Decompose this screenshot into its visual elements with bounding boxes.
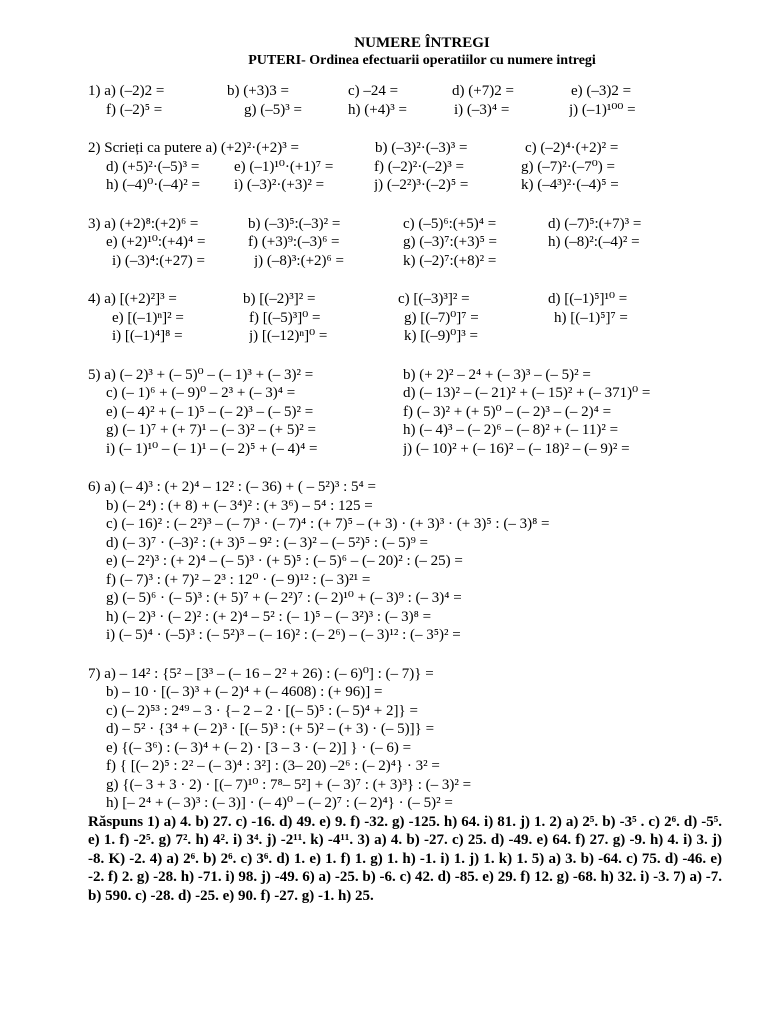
exercise-2a: 2) Scrieți ca putere a) (+2)²·(+2)³ = — [88, 140, 299, 156]
exercise-1f: f) (–2)⁵ = — [106, 101, 163, 118]
exercise-3-row-2 — [88, 233, 716, 252]
exercise-7b: b) – 10 · [(– 3)³ + (– 2)⁴ + (– 4608) : (+ 96)] = — [106, 684, 383, 700]
exercise-7 — [88, 665, 716, 813]
exercise-2-row-2 — [88, 158, 716, 177]
exercise-6 — [88, 478, 716, 645]
exercise-3d: d) (–7)⁵:(+7)³ = — [548, 215, 642, 232]
exercise-4d: d) [(–1)⁵]¹⁰ = — [548, 291, 628, 307]
exercise-2d: d) (+5)²·(–5)³ = — [106, 158, 200, 175]
exercise-4 — [88, 290, 716, 346]
exercise-4i: i) [(–1)⁴]⁸ = — [112, 328, 183, 344]
exercise-5-row-4 — [88, 421, 716, 440]
exercise-5a: 5) a) (– 2)³ + (– 5)⁰ – (– 1)³ + (– 3)² = — [88, 366, 314, 383]
exercise-3h: h) (–8)²:(–4)² = — [548, 234, 640, 250]
exercise-3k: k) (–2)⁷:(+8)² = — [403, 252, 497, 269]
exercise-7g: g) {(– 3 + 3 · 2) · [(– 7)¹⁰ : 7⁸– 5²] + (– 3)⁷ : (+ 3)³} : (– 3)² = — [106, 776, 472, 793]
exercise-7a: 7) a) – 14² : {5² – [3³ – (– 16 – 2² + 26) : (– 6)⁰] : (– 7)} = — [88, 665, 434, 682]
exercise-4h: h) [(–1)⁵]⁷ = — [554, 309, 628, 326]
exercise-1-row-1 — [88, 82, 716, 101]
exercise-3j: j) (–8)³:(+2)⁶ = — [254, 252, 344, 269]
exercise-6e: e) (– 2²)³ : (+ 2)⁴ – (– 5)³ · (+ 5)⁵ : (– 5)⁶ – (– 20)² : (– 25) = — [106, 553, 463, 569]
exercise-6b: b) (– 2⁴) : (+ 8) + (– 3⁴)² : (+ 3⁶) – 5⁴ : 125 = — [106, 497, 373, 514]
exercise-2c: c) (–2)⁴·(+2)² = — [525, 140, 619, 156]
exercise-5h: h) (– 4)³ – (– 2)⁶ – (– 8)² + (– 11)² = — [403, 422, 619, 438]
exercise-4c: c) [(–3)³]² = — [398, 291, 470, 307]
exercise-1-row-2 — [88, 101, 716, 120]
exercise-4-row-3 — [88, 327, 716, 346]
exercise-2h: h) (–4)⁰·(–4)² = — [106, 177, 200, 193]
exercise-5-row-3 — [88, 403, 716, 422]
exercise-5-row-2 — [88, 384, 716, 403]
answer-key-label: Răspuns — [88, 813, 144, 830]
exercise-2k: k) (–4³)²·(–4)⁵ = — [521, 177, 619, 193]
exercise-6f: f) (– 7)³ : (+ 7)² – 2³ : 12⁰ · (– 9)¹² : (– 3)²¹ = — [106, 571, 371, 588]
page-title: NUMERE ÎNTREGI — [354, 35, 490, 51]
exercise-7h: h) [– 2⁴ + (– 3)³ : (– 3)] · (– 4)⁰ – (– 2)⁷ : (– 2)⁴} · (– 5)² = — [106, 795, 453, 811]
exercise-2e: e) (–1)¹⁰·(+1)⁷ = — [234, 158, 334, 175]
exercise-1h: h) (+4)³ = — [348, 101, 407, 118]
exercise-1e: e) (–3)2 = — [571, 83, 632, 99]
exercise-7e: e) {(– 3⁶) : (– 3)⁴ + (– 2) · [3 – 3 · (– 2)] } · (– 6) = — [106, 739, 412, 756]
exercise-4-row-1 — [88, 290, 716, 309]
exercise-6d: d) (– 3)⁷ · (–3)² : (+ 3)⁵ – 9² : (– 3)² – (– 5²)⁵ : (– 5)⁹ = — [106, 534, 429, 551]
exercise-2i: i) (–3)²·(+3)² = — [234, 177, 325, 193]
answer-key-text: 1) a) 4. b) 27. c) -16. d) 49. e) 9. f) -32. g) -125. h) 64. i) 81. j) 1. 2) a) 2⁵. b) -3⁵ . c) 2⁶. d) -5⁵. e) 1. f) -2⁵. g) 7². h) 4². i) 3⁴. j) -2¹¹. k) -4¹¹. 3) a) 4. b) -27. c) 25. d) -49. e) 64. f) 27. g) -9. h) 4. i) 3. j) -8. K) -2. 4) a) 2⁶. b) 2⁶. c) 3⁶. d) 1. e) 1. f) 1. g) 1. h) -1. i) 1. j) 1. k) 1. 5) a) 3. b) -64. c) 75. d) -46. e) -2. f) 2. g) -28. h) -71. i) 98. j) -49. 6) a) -25. b) -6. c) 42. d) -85. e) 29. f) 12. g) -68. h) 32. i) -3. 7) a) -7. b) 590. c) -28. d) -25. e) 90. f) -27. g) -1. h) 25. — [88, 813, 723, 904]
exercise-5f: f) (– 3)² + (+ 5)⁰ – (– 2)³ – (– 2)⁴ = — [403, 403, 612, 420]
exercise-1 — [88, 82, 716, 119]
exercise-6i: i) (– 5)⁴ · (–5)³ : (– 5²)³ – (– 16)² : (– 2⁶) – (– 3)¹² : (– 3⁵)² = — [106, 627, 461, 643]
exercise-3 — [88, 215, 716, 271]
exercise-4j: j) [(–12)ⁿ]⁰ = — [249, 328, 328, 344]
exercise-5-row-5 — [88, 440, 716, 459]
exercise-1d: d) (+7)2 = — [452, 83, 514, 99]
exercise-1j: j) (–1)¹⁰⁰ = — [569, 101, 636, 118]
exercise-5c: c) (– 1)⁶ + (– 9)⁰ – 2³ + (– 3)⁴ = — [106, 385, 296, 401]
exercise-3c: c) (–5)⁶:(+5)⁴ = — [403, 215, 497, 232]
exercise-5j: j) (– 10)² + (– 16)² – (– 18)² – (– 9)² = — [403, 440, 630, 457]
exercise-1b: b) (+3)3 = — [227, 83, 289, 99]
exercise-5i: i) (– 1)¹⁰ – (– 1)¹ – (– 2)⁵ + (– 4)⁴ = — [106, 440, 318, 457]
exercise-1c: c) –24 = — [348, 83, 399, 99]
exercise-4g: g) [(–7)⁰]⁷ = — [404, 309, 479, 326]
exercise-7c: c) (– 2)⁵³ : 2⁴⁹ – 3 · {– 2 – 2 · [(– 5)⁵ : (– 5)⁴ + 2]} = — [106, 702, 418, 719]
exercise-5-row-1 — [88, 366, 716, 385]
page-subtitle: PUTERI- Ordinea efectuarii operatiilor cu numere intregi — [248, 53, 596, 68]
exercise-2b: b) (–3)²·(–3)³ = — [375, 140, 468, 156]
exercise-2 — [88, 139, 716, 195]
exercise-1g: g) (–5)³ = — [244, 101, 302, 118]
exercise-4a: 4) a) [(+2)²]³ = — [88, 291, 177, 307]
exercise-3-row-3 — [88, 252, 716, 271]
exercise-4e: e) [(–1)ⁿ]² = — [112, 309, 184, 326]
exercise-1a: 1) a) (–2)2 = — [88, 83, 165, 99]
exercise-2-row-3 — [88, 176, 716, 195]
exercise-6h: h) (– 2)³ · (– 2)² : (+ 2)⁴ – 5² : (– 1)⁵ – (– 3²)³ : (– 3)⁸ = — [106, 608, 432, 625]
exercise-4f: f) [(–5)³]⁰ = — [249, 309, 321, 326]
exercise-3-row-1 — [88, 215, 716, 234]
answer-key — [88, 813, 722, 906]
exercise-6c: c) (– 16)² : (– 2²)³ – (– 7)³ · (– 7)⁴ : (+ 7)⁵ – (+ 3) · (+ 3)³ · (+ 3)⁵ : (– 3)⁸ = — [106, 516, 550, 532]
exercise-1i: i) (–3)⁴ = — [454, 101, 510, 118]
exercise-3e: e) (+2)¹⁰:(+4)⁴ = — [106, 234, 206, 250]
exercise-3g: g) (–3)⁷:(+3)⁵ = — [403, 234, 498, 250]
exercise-4b: b) [(–2)³]² = — [243, 291, 316, 307]
exercise-3i: i) (–3)⁴:(+27) = — [112, 252, 205, 269]
exercise-4k: k) [(–9)⁰]³ = — [404, 328, 478, 344]
exercise-5 — [88, 366, 716, 459]
exercise-2g: g) (–7)²·(–7⁰) = — [521, 158, 615, 175]
exercise-7f: f) { [(– 2)⁵ : 2² – (– 3)⁴ : 3²] : (3– 20) –2⁶ : (– 2)⁴} · 3² = — [106, 758, 440, 774]
exercise-3b: b) (–3)⁵:(–3)² = — [248, 215, 341, 232]
exercise-3f: f) (+3)⁹:(–3)⁶ = — [248, 234, 340, 250]
exercise-2-row-1 — [88, 139, 716, 158]
exercise-5d: d) (– 13)² – (– 21)² + (– 15)² + (– 371)⁰ = — [403, 385, 651, 401]
exercise-2j: j) (–2²)³·(–2)⁵ = — [374, 177, 469, 193]
exercise-6a: 6) a) (– 4)³ : (+ 2)⁴ – 12² : (– 36) + ( – 5²)³ : 5⁴ = — [88, 479, 376, 495]
exercise-5g: g) (– 1)⁷ + (+ 7)¹ – (– 3)² – (+ 5)² = — [106, 422, 317, 438]
exercise-7d: d) – 5² · {3⁴ + (– 2)³ · [(– 5)³ : (+ 5)² – (+ 3) · (– 5)]} = — [106, 721, 435, 737]
exercise-2f: f) (–2)²·(–2)³ = — [374, 158, 464, 175]
exercise-5b: b) (+ 2)² – 2⁴ + (– 3)³ – (– 5)² = — [403, 366, 591, 383]
exercise-4-row-2 — [88, 309, 716, 328]
exercise-3a: 3) a) (+2)⁸:(+2)⁶ = — [88, 215, 199, 232]
exercise-6g: g) (– 5)⁶ · (– 5)³ : (+ 5)⁷ + (– 2²)⁷ : (– 2)¹⁰ + (– 3)⁹ : (– 3)⁴ = — [106, 590, 462, 606]
exercise-5e: e) (– 4)² + (– 1)⁵ – (– 2)³ – (– 5)² = — [106, 403, 314, 420]
